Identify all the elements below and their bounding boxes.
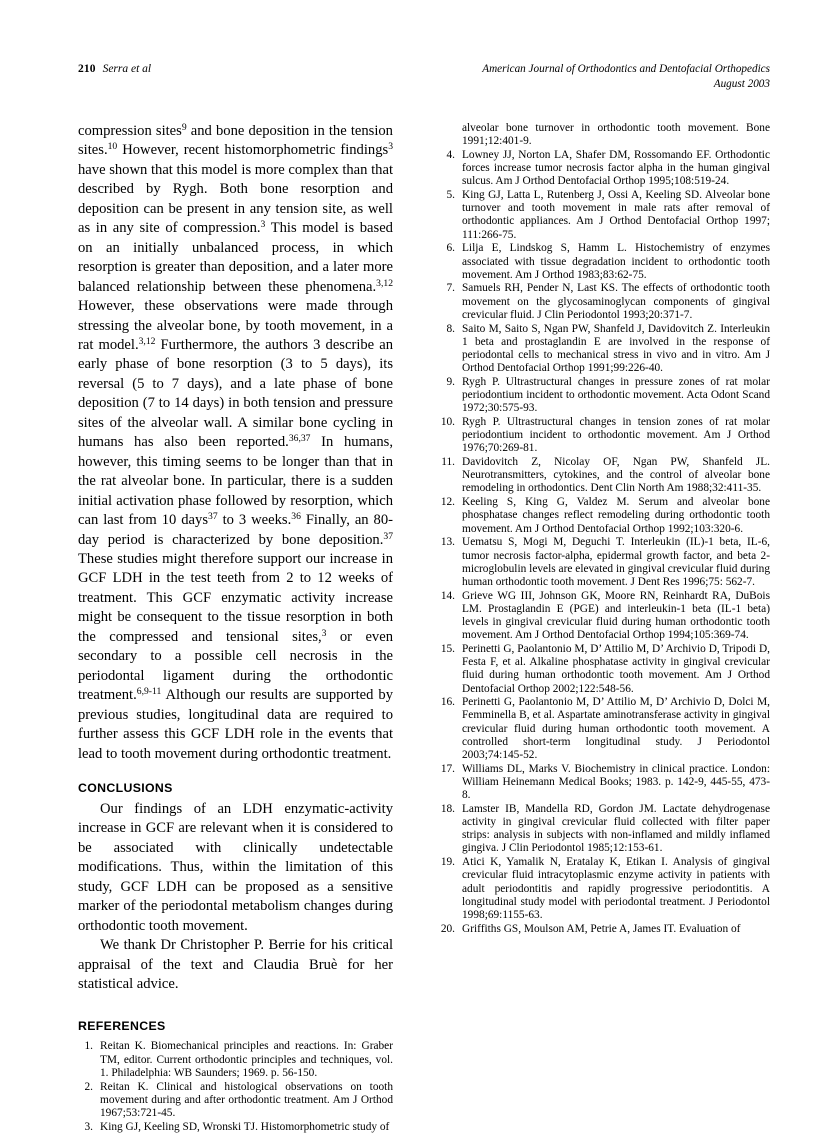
reference-text: Perinetti G, Paolantonio M, D’ Attilio M, D’ Archivio D, Tripodi D, Festa F, et al. Alkaline phosphatase activity in gingival crevicular fluid during human orthodontic tooth movement. Am J Orthod Dentofacial Orthop 2002;122:548-56.	[462, 642, 770, 695]
conclusions-paragraph: Our findings of an LDH enzymatic-activity increase in GCF are relevant when it is considered to be associated with clinically undetectable modifications. Thus, within the limitation of this study, GCF LDH can be proposed as a sensitive marker of the periodontal metabolism changes during orthodontic tooth movement.	[78, 800, 393, 934]
reference-item	[440, 376, 770, 416]
page-columns	[78, 122, 770, 1133]
reference-text: King GJ, Keeling SD, Wronski TJ. Histomorphometric study of	[100, 1120, 390, 1133]
running-head-left	[78, 62, 151, 76]
reference-item	[440, 456, 770, 496]
reference-item	[78, 1121, 393, 1134]
reference-item	[440, 282, 770, 322]
running-head	[78, 62, 770, 92]
reference-number: 6.	[446, 242, 455, 255]
reference-item	[440, 496, 770, 536]
reference-number: 12.	[440, 496, 455, 509]
reference-text: Grieve WG III, Johnson GK, Moore RN, Reinhardt RA, DuBois LM. Prostaglandin E (PGE) and interleukin-1 beta (IL-1 beta) levels in gingival crevicular fluid during human orthodontic tooth movement. Am J Orthod Dentofacial Orthop 1994;105:369-74.	[462, 589, 770, 642]
journal-title: American Journal of Orthodontics and Dentofacial Orthopedics	[482, 63, 770, 75]
reference-item	[78, 1040, 393, 1080]
reference-text: Samuels RH, Pender N, Last KS. The effects of orthodontic tooth movement on the glycosaminoglycan components of gingival crevicular fluid. J Clin Periodontol 1993;20:371-7.	[462, 282, 770, 321]
reference-item	[440, 803, 770, 856]
reference-number: 8.	[446, 322, 455, 335]
reference-text: Reitan K. Biomechanical principles and reactions. In: Graber TM, editor. Current orthodontic principles and techniques, vol. 1. Philadelphia: WB Saunders; 1969. p. 56-150.	[100, 1040, 393, 1079]
reference-text: King GJ, Latta L, Rutenberg J, Ossi A, Keeling SD. Alveolar bone turnover and tooth movement in male rats after removal of orthodontic appliances. Am J Orthod Dentofacial Orthop 1997; 111:266-75.	[462, 189, 770, 241]
running-head-authors: Serra et al	[102, 63, 152, 75]
reference-text: Lamster IB, Mandella RD, Gordon JM. Lactate dehydrogenase activity in gingival crevicular fluid collected with filter paper strips: analysis in subjects with non-inflamed and mildly inflamed gingiva. J Clin Periodontol 1985;12:153-61.	[462, 802, 770, 855]
reference-number: 20.	[440, 922, 455, 935]
left-column	[78, 122, 393, 1134]
right-column	[440, 122, 770, 936]
reference-number: 14.	[440, 589, 455, 602]
reference-number: 10.	[440, 415, 455, 428]
reference-item	[440, 242, 770, 282]
reference-number: 4.	[446, 148, 455, 161]
reference-text: Lilja E, Lindskog S, Hamm L. Histochemistry of enzymes associated with tissue degradation incident to orthodontic tooth movement. Am J Orthod 1983;83:62-75.	[462, 242, 770, 281]
reference-list-left	[78, 1040, 393, 1133]
reference-item	[440, 856, 770, 922]
reference-number: 19.	[440, 856, 455, 869]
reference-item	[440, 149, 770, 189]
reference-number: 18.	[440, 802, 455, 815]
reference-item	[440, 643, 770, 696]
conclusions-heading: CONCLUSIONS	[78, 780, 173, 795]
reference-text: Lowney JJ, Norton LA, Shafer DM, Rossomando EF. Orthodontic forces increase tumor necrosis factor alpha in the human gingival sulcus. Am J Orthod Dentofacial Orthop 1995;108:519-24.	[462, 148, 770, 188]
reference-item	[440, 416, 770, 456]
reference-item	[440, 536, 770, 589]
reference-number: 3.	[84, 1120, 93, 1133]
reference-number: 15.	[440, 642, 455, 655]
reference-number: 5.	[446, 189, 455, 202]
reference-number: 7.	[446, 282, 455, 295]
reference-text: Williams DL, Marks V. Biochemistry in clinical practice. London: William Heinemann Medical Books; 1983. p. 142-9, 445-55, 473-8.	[462, 762, 770, 802]
discussion-paragraph-continued: compression sites$^9$ and bone deposition in the tension sites.$^{10}$ However, recent histomorphometric findings$^3$ have shown that this model is more complex than that described by Rygh. Both bone resorption and deposition can be present in any tension site, as well as in any site of compression.$^3$ This model is based on an initially unbalanced process, in which resorption is greater than deposition, and a later more balanced relationship between these phenomena.$^{3,12}$ However, these observations were made through stressing the alveolar bone, by tooth movement, in a rat model.$^{3,12}$ Furthermore, the authors 3 describe an early phase of bone resorption (3 to 5 days), its reversal (5 to 7 days), and a late phase of bone deposition (7 to 14 days) in both tension and pressure sites of the alveolar wall. A similar bone cycling in humans has also been reported.$^{36,37}$ In humans, however, this timing seems to be longer than that in the rat alveolar bone. In particular, there is a sudden initial activation phase followed by resorption, which can last from 10 days$^{37}$ to 3 weeks.$^{36}$ Finally, an 80-day period is characterized by bone deposition.$^{37}$ These studies might therefore support our increase in GCF LDH in the test teeth from 2 to 12 weeks of treatment. This GCF enzymatic activity increase might be consequent to the tissue resorption in both the compressed and tensional sites,$^3$ or even secondary to a possible cell necrosis in the periodontal ligament during the orthodontic treatment.$^{6,9-11}$ Although our results are supported by previous studies, longitudinal data are required to further assess this GCF LDH role in the events that lead to tooth movement during orthodontic treatment.	[78, 122, 394, 762]
reference-item	[440, 189, 770, 242]
reference-number: 11.	[441, 456, 455, 469]
reference-text: Keeling S, King G, Valdez M. Serum and alveolar bone phosphatase changes reflect remodeling during orthodontic tooth movement. Am J Orthod Dentofacial Orthop 1992;103:320-6.	[462, 496, 770, 535]
page-number: 210	[78, 63, 96, 75]
running-head-right	[482, 62, 770, 92]
reference-number: 1.	[84, 1040, 93, 1053]
reference-text: Rygh P. Ultrastructural changes in pressure zones of rat molar periodontium incident to orthodontic movement. Acta Odont Scand 1972;30:575-93.	[462, 375, 770, 415]
reference-number: 16.	[440, 696, 455, 709]
reference-number: 13.	[440, 536, 455, 549]
reference-number: 2.	[84, 1080, 93, 1093]
references-heading: REFERENCES	[78, 1019, 166, 1034]
reference-text: Saito M, Saito S, Ngan PW, Shanfeld J, Davidovitch Z. Interleukin 1 beta and prostaglandin E are involved in the response of periodontal cells to mechanical stress in vivo and in vitro. Am J Orthod Dentofacial Orthop 1991;99:226-40.	[462, 322, 770, 375]
reference-text: Uematsu S, Mogi M, Deguchi T. Interleukin (IL)-1 beta, IL-6, tumor necrosis factor-alpha, epidermal growth factor, and beta 2-microglobulin levels are elevated in gingival crevicular fluid during human orthodontic tooth movement. J Dent Res 1996;75: 562-7.	[462, 536, 770, 588]
reference-number: 9.	[446, 375, 455, 388]
reference-item	[440, 590, 770, 643]
reference-text: Reitan K. Clinical and histological observations on tooth movement during and after orthodontic treatment. Am J Orthod 1967;53:721-45.	[100, 1080, 393, 1119]
issue-date: August 2003	[713, 78, 770, 90]
reference-text: Rygh P. Ultrastructural changes in tension zones of rat molar periodontium incident to orthodontic movement. Am J Orthod 1976;70:269-81.	[462, 415, 770, 455]
reference-item	[440, 323, 770, 376]
reference-number: 17.	[440, 762, 455, 775]
reference-text: Perinetti G, Paolantonio M, D’ Attilio M, D’ Archivio D, Dolci M, Femminella B, et al. Aspartate aminotransferase activity in gingival crevicular fluid during human orthodontic tooth movement. A controlled short-term longitudinal study. J Periodontol 2003;74:145-52.	[462, 696, 770, 762]
acknowledgment-paragraph: We thank Dr Christopher P. Berrie for his critical appraisal of the text and Claudia Bruè for her statistical advice.	[78, 937, 393, 993]
reference-item	[440, 763, 770, 803]
reference-continuation: alveolar bone turnover in orthodontic tooth movement. Bone 1991;12:401-9.	[462, 122, 770, 148]
reference-item	[440, 923, 770, 936]
reference-item	[78, 1081, 393, 1121]
reference-text: Davidovitch Z, Nicolay OF, Ngan PW, Shanfeld JL. Neurotransmitters, cytokines, and the control of alveolar bone remodeling in orthodontics. Dent Clin North Am 1988;32:411-35.	[462, 456, 770, 495]
reference-list-right	[440, 122, 770, 936]
reference-item	[440, 696, 770, 762]
reference-text: Atici K, Yamalik N, Eratalay K, Etikan I. Analysis of gingival crevicular fluid intracytoplasmic enzyme activity in patients with adult periodontitis and rapidly progressive periodontitis. A longitudinal study model with periodontal treatment. J Periodontol 1998;69:1155-63.	[462, 856, 770, 921]
reference-text: Griffiths GS, Moulson AM, Petrie A, James IT. Evaluation of	[462, 922, 741, 935]
